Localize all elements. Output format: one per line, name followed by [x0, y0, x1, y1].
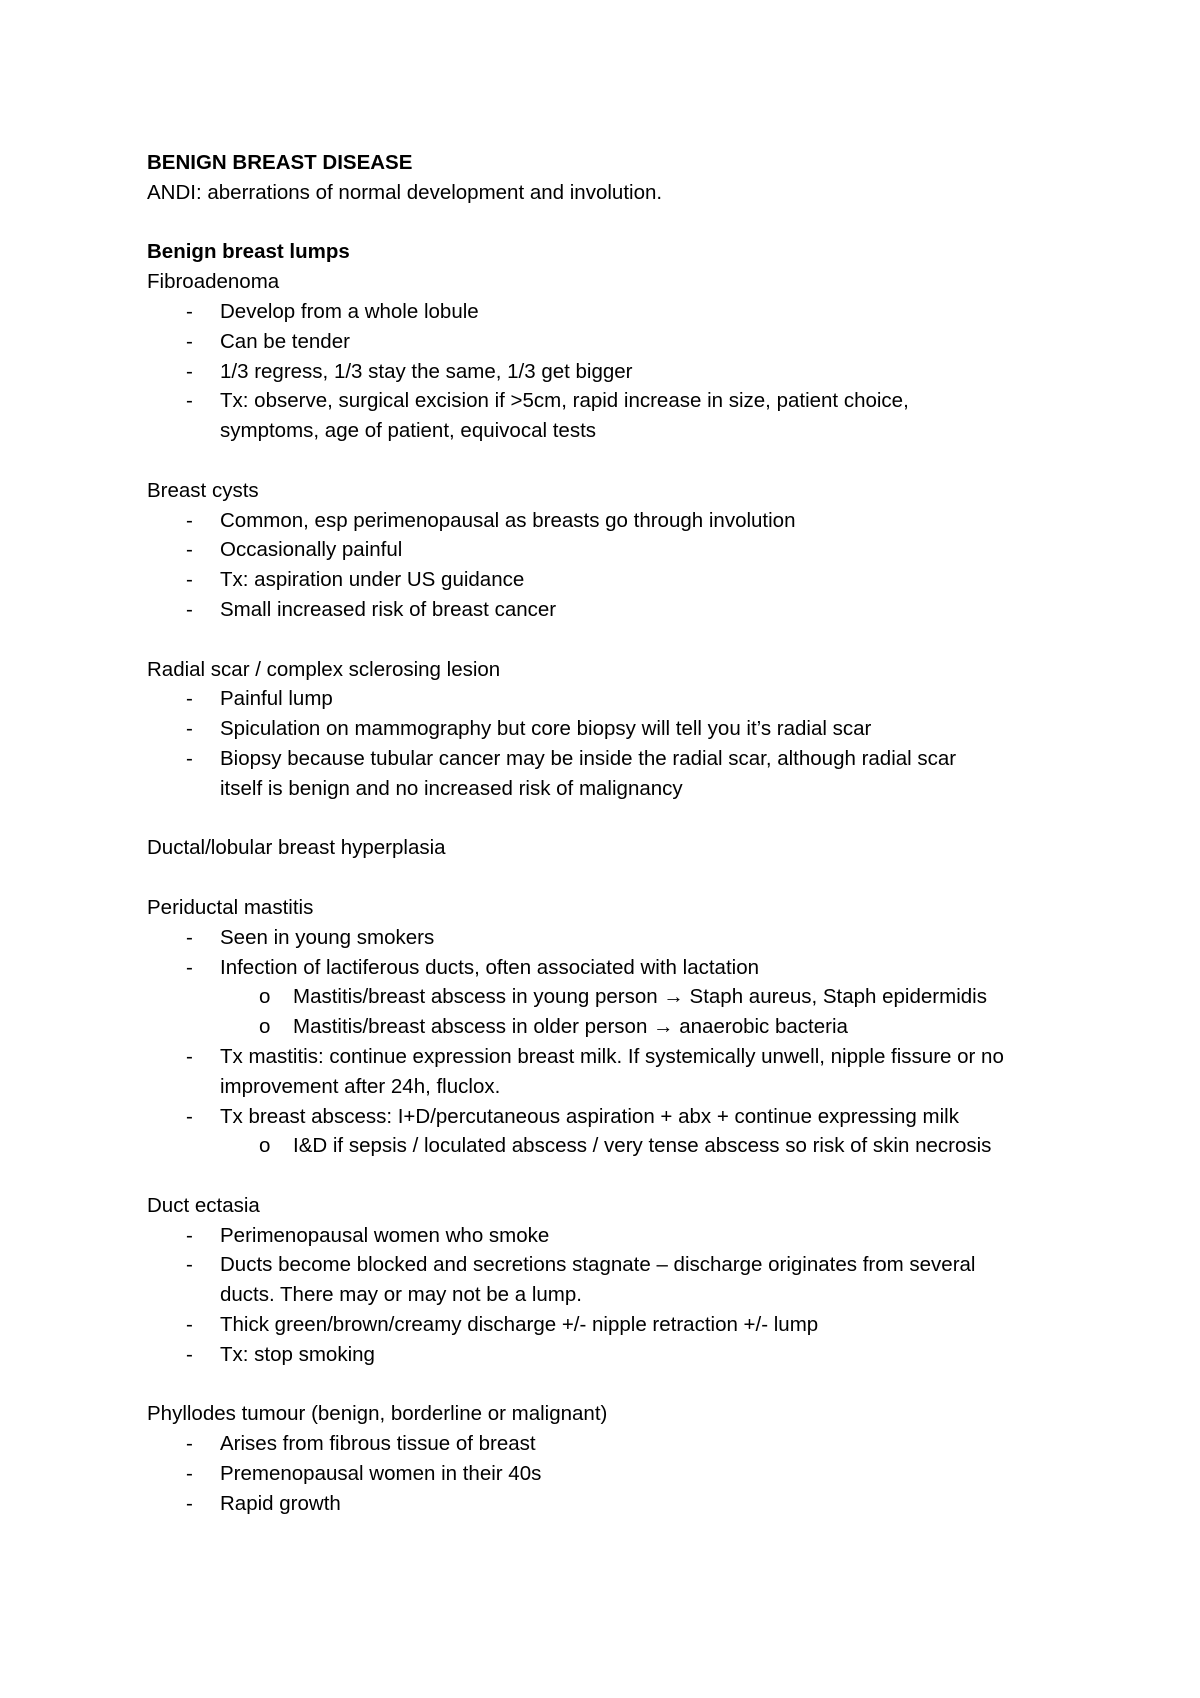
list-item: - Ducts become blocked and secretions stagnate – discharge originates from several ducts. There may or may not be a lump.	[147, 1250, 1035, 1310]
document-page	[147, 148, 1077, 1519]
section-title: Phyllodes tumour (benign, borderline or malignant)	[147, 1402, 608, 1426]
list-item: - Small increased risk of breast cancer	[147, 595, 1077, 625]
spacer	[147, 446, 1077, 476]
bullet-list	[147, 1429, 1077, 1518]
list-item: - Tx mastitis: continue expression breast milk. If systemically unwell, nipple fissure or no improvement after 24h, fluclox.	[147, 1042, 1050, 1102]
bullet-list	[147, 506, 1077, 625]
section-title: Ductal/lobular breast hyperplasia	[147, 836, 446, 860]
list-item: - Perimenopausal women who smoke	[147, 1221, 1077, 1251]
section-title: Periductal mastitis	[147, 895, 314, 919]
circle-bullet: o	[259, 1134, 271, 1158]
bullet-list	[147, 1042, 1077, 1131]
sub-list	[147, 982, 1077, 1042]
section-breast-cysts	[147, 476, 1077, 625]
list-item: - Seen in young smokers	[147, 923, 1077, 953]
bullet-list	[147, 297, 1077, 446]
sub-list-item	[220, 982, 1077, 1012]
spacer	[147, 208, 1077, 238]
section-duct-ectasia	[147, 1191, 1077, 1370]
section-hyperplasia	[147, 833, 1077, 863]
bullet-list	[147, 1221, 1077, 1370]
right-arrow-icon: →	[663, 985, 684, 1009]
list-item: - Tx breast abscess: I+D/percutaneous aspiration + abx + continue expressing milk	[147, 1102, 1077, 1132]
document-title: BENIGN BREAST DISEASE	[147, 151, 413, 174]
list-item: - Tx: stop smoking	[147, 1340, 1077, 1370]
section-periductal-mastitis	[147, 893, 1077, 1161]
circle-bullet: o	[259, 985, 271, 1009]
list-item: - Infection of lactiferous ducts, often associated with lactation	[147, 953, 1077, 983]
list-item: - Can be tender	[147, 327, 1077, 357]
section-title: Radial scar / complex sclerosing lesion	[147, 657, 501, 681]
right-arrow-icon: →	[653, 1015, 674, 1039]
spacer	[147, 863, 1077, 893]
list-item: - Common, esp perimenopausal as breasts go through involution	[147, 506, 1077, 536]
section-heading: Benign breast lumps	[147, 240, 350, 264]
bullet-list	[147, 923, 1077, 983]
list-item: - Biopsy because tubular cancer may be inside the radial scar, although radial scar itself is benign and no increased risk of malignancy	[147, 744, 1000, 804]
list-item: - Thick green/brown/creamy discharge +/- nipple retraction +/- lump	[147, 1310, 1077, 1340]
list-item: - Tx: aspiration under US guidance	[147, 565, 1077, 595]
list-item: - Rapid growth	[147, 1489, 1077, 1519]
spacer	[147, 625, 1077, 655]
sub-list	[147, 1131, 1077, 1161]
spacer	[147, 1161, 1077, 1191]
section-radial-scar	[147, 655, 1077, 804]
spacer	[147, 1370, 1077, 1400]
list-item: - Spiculation on mammography but core biopsy will tell you it’s radial scar	[147, 714, 1077, 744]
sub-item-text: Mastitis/breast abscess in young person → Staph aureus, Staph epidermidis	[293, 985, 987, 1009]
section-phyllodes-tumour	[147, 1399, 1077, 1518]
section-title: Fibroadenoma	[147, 270, 280, 294]
list-item: - Premenopausal women in their 40s	[147, 1459, 1077, 1489]
spacer	[147, 804, 1077, 834]
list-item: - 1/3 regress, 1/3 stay the same, 1/3 get bigger	[147, 357, 1077, 387]
list-item: - Tx: observe, surgical excision if >5cm, rapid increase in size, patient choice, symptoms, age of patient, equivocal tests	[147, 386, 920, 446]
section-title: Duct ectasia	[147, 1193, 260, 1217]
circle-bullet: o	[259, 1015, 271, 1039]
andi-definition: ANDI: aberrations of normal development and involution.	[147, 180, 663, 204]
list-item: - Arises from fibrous tissue of breast	[147, 1429, 1077, 1459]
sub-item-text: I&D if sepsis / loculated abscess / very tense abscess so risk of skin necrosis	[293, 1134, 992, 1158]
list-item: - Develop from a whole lobule	[147, 297, 1077, 327]
section-fibroadenoma	[147, 267, 1077, 446]
sub-list-item	[220, 1012, 1077, 1042]
bullet-list	[147, 684, 1077, 803]
sub-item-text: Mastitis/breast abscess in older person → anaerobic bacteria	[293, 1015, 848, 1039]
sub-list-item	[220, 1131, 1077, 1161]
list-item: - Occasionally painful	[147, 535, 1077, 565]
list-item: - Painful lump	[147, 684, 1077, 714]
section-title: Breast cysts	[147, 478, 259, 502]
